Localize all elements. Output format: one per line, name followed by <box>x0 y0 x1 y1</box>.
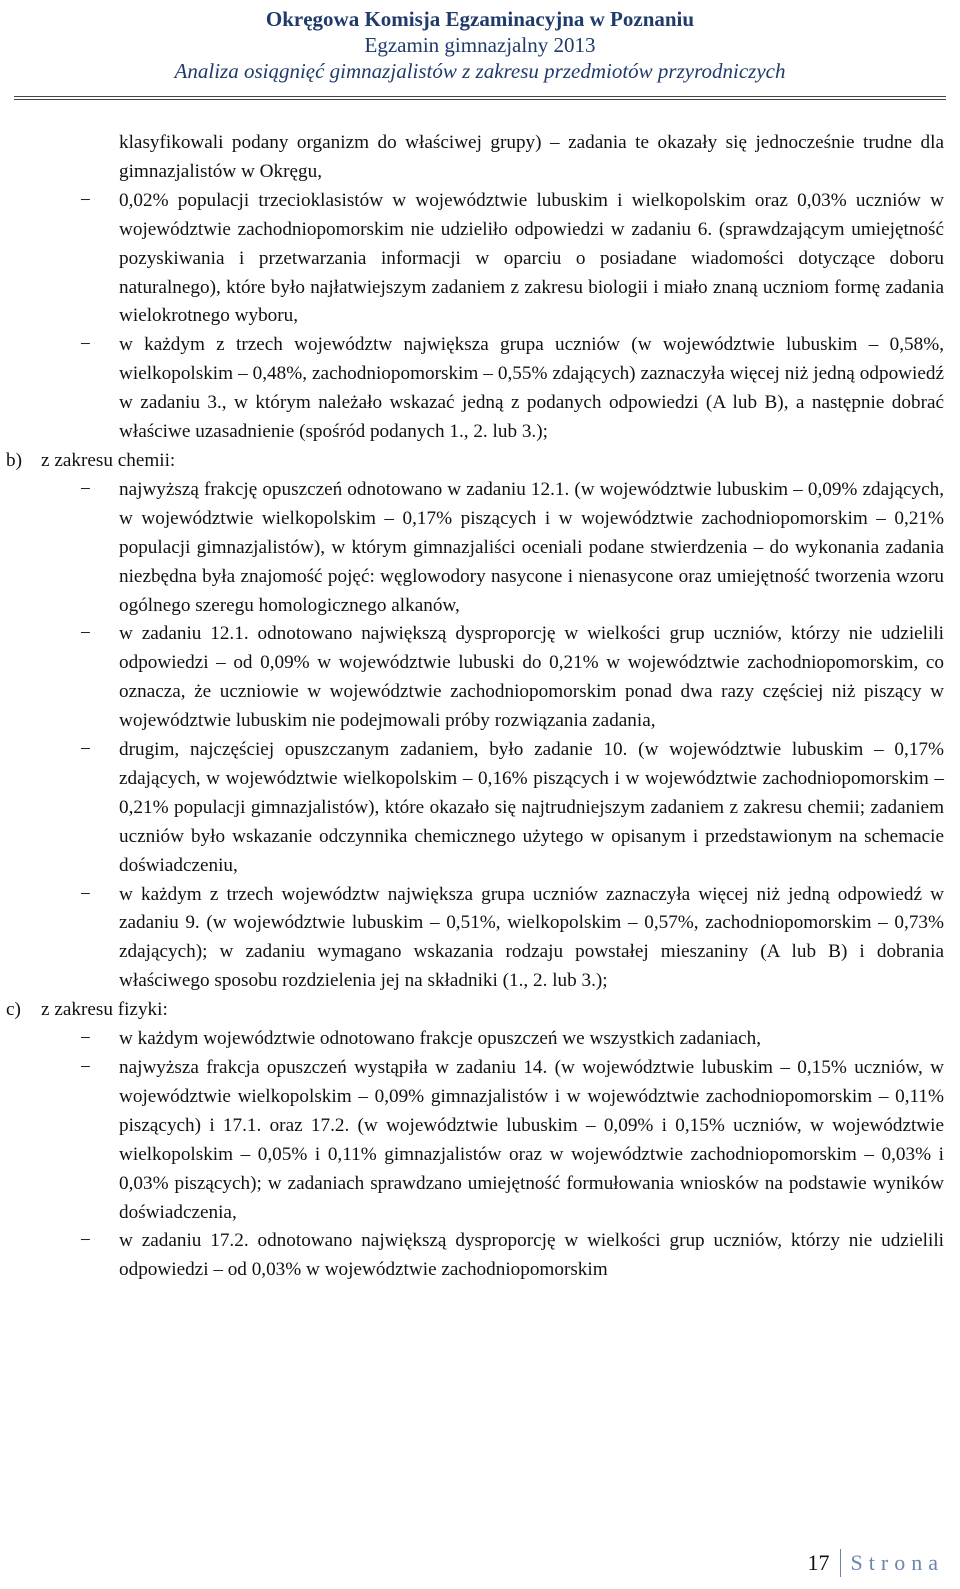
list-item-text: w każdym województwie odnotowano frakcje opuszczeń we wszystkich zadaniach, <box>119 1028 762 1050</box>
list-item <box>0 1227 960 1285</box>
list-item <box>0 187 960 332</box>
bullet-dash: − <box>80 189 91 211</box>
section-title: z zakresu fizyki: <box>41 999 168 1021</box>
list-item-text: w każdym z trzech województw największa grupa uczniów (w województwie lubuskim – 0,58%, wielkopolskim – 0,48%, zachodniopomorskim – 0,55% zdających) zaznaczyła więcej niż jedną odpowiedź w zadaniu 3., w którym należało wskazać jedną z podanych odpowiedzi (A lub B), a następnie dobrać właściwe uzasadnienie (spośród podanych 1., 2. lub 3.); <box>119 334 944 443</box>
section-heading-chemistry <box>0 447 960 476</box>
list-item <box>0 1054 960 1227</box>
header-report-title: Analiza osiągnięć gimnazjalistów z zakresu przedmiotów przyrodniczych <box>174 59 786 83</box>
document-body <box>0 129 960 1285</box>
list-item-text: najwyższą frakcję opuszczeń odnotowano w zadaniu 12.1. (w województwie lubuskim – 0,09% zdających, w województwie wielkopolskim – 0,17% piszących i w województwie zachodniopomorskim – 0,21% populacji gimnazjalistów), w którym gimnazjaliści oceniali podane stwierdzenia – do wykonania zadania niezbędna była znajomość pojęć: węglowodory nasycone i nienasycone oraz umiejętność tworzenia wzoru ogólnego szeregu homologicznego alkanów, <box>119 478 944 616</box>
section-marker: c) <box>6 999 21 1021</box>
list-item <box>0 620 960 736</box>
section-heading-physics <box>0 996 960 1025</box>
bullet-dash: − <box>80 1028 91 1050</box>
list-item-text: najwyższa frakcja opuszczeń wystąpiła w zadaniu 14. (w województwie lubuskim – 0,15% uczniów, w województwie wielkopolskim – 0,09% gimnazjalistów i w województwie zachodniopomorskim – 0,11% piszących) i 17.1. oraz 17.2. (w województwie lubuskim – 0,09% i 0,15% uczniów, w województwie wielkopolskim – 0,05% i 0,11% gimnazjalistów oraz w województwie zachodniopomorskim – 0,03% i 0,03% piszących); w zadaniach sprawdzano umiejętność formułowania wniosków na podstawie wyników doświadczenia, <box>119 1057 944 1223</box>
section-title: z zakresu chemii: <box>41 449 176 471</box>
list-item-text: w zadaniu 12.1. odnotowano największą dysproporcję w wielkości grup uczniów, którzy nie udzielili odpowiedzi – od 0,09% w województwie lubuski do 0,21% w województwie zachodniopomorskim, co oznacza, że uczniowie w województwie zachodniopomorskim ponad dwa razy częściej niż piszący w województwie lubuskim nie podejmowali próby rozwiązania zadania, <box>119 623 944 732</box>
bullet-dash: − <box>80 623 91 645</box>
list-item-text: w zadaniu 17.2. odnotowano największą dysproporcję w wielkości grup uczniów, którzy nie udzielili odpowiedzi – od 0,03% w województwie zachodniopomorskim <box>119 1230 944 1281</box>
page-header <box>0 6 960 84</box>
bullet-dash: − <box>80 739 91 761</box>
list-item <box>0 736 960 881</box>
list-item <box>0 331 960 447</box>
header-institution: Okręgowa Komisja Egzaminacyjna w Poznaniu <box>265 7 695 31</box>
bullet-dash: − <box>80 478 91 500</box>
intro-text: klasyfikowali podany organizm do właściwej grupy) – zadania te okazały się jednocześnie trudne dla gimnazjalistów w Okręgu, <box>119 132 944 182</box>
section-marker: b) <box>6 449 22 471</box>
list-item <box>0 1025 960 1054</box>
page-number: 17 <box>807 1550 830 1575</box>
list-item-text: 0,02% populacji trzecioklasistów w województwie lubuskim i wielkopolskim oraz 0,03% uczniów w województwie zachodniopomorskim nie udzieliło odpowiedzi w zadaniu 6. (sprawdzającym umiejętność pozyskiwania i przetwarzania informacji w oparciu o posiadane wiadomości dotyczące doboru naturalnego), które było najłatwiejszym zadaniem z zakresu biologii i miało znaną uczniom formę zadania wielokrotnego wyboru, <box>119 189 944 327</box>
list-item <box>0 881 960 997</box>
header-rule-bottom <box>14 99 946 100</box>
bullet-dash: − <box>80 334 91 356</box>
bullet-dash: − <box>80 883 91 905</box>
page-footer <box>808 1546 944 1580</box>
page-word: Strona <box>850 1550 944 1575</box>
header-rule-top <box>14 96 946 97</box>
list-item-text: drugim, najczęściej opuszczanym zadaniem, było zadanie 10. (w województwie lubuskim – 0,17% zdających, w województwie wielkopolskim – 0,16% piszących i w województwie zachodniopomorskim – 0,21% populacji gimnazjalistów), które okazało się najtrudniejszym zadaniem z zakresu chemii; zadaniem uczniów było wskazanie odczynnika chemicznego użytego w opisanym i przedstawionym na schemacie doświadczeniu, <box>119 739 944 876</box>
list-item <box>0 476 960 621</box>
footer-separator <box>840 1549 841 1577</box>
list-item-text: w każdym z trzech województw największa grupa uczniów zaznaczyła więcej niż jedną odpowiedź w zadaniu 9. (w województwie lubuskim – 0,51%, wielkopolskim – 0,57%, zachodniopomorskim – 0,73% zdających); w zadaniu wymagano wskazania rodzaju powstałej mieszaniny (A lub B) i dobrania właściwego sposobu rozdzielenia jej na składniki (1., 2. lub 3.); <box>119 883 944 992</box>
bullet-dash: − <box>80 1230 91 1252</box>
intro-paragraph <box>0 129 960 187</box>
bullet-dash: − <box>80 1057 91 1078</box>
header-exam: Egzamin gimnazjalny 2013 <box>364 33 596 57</box>
